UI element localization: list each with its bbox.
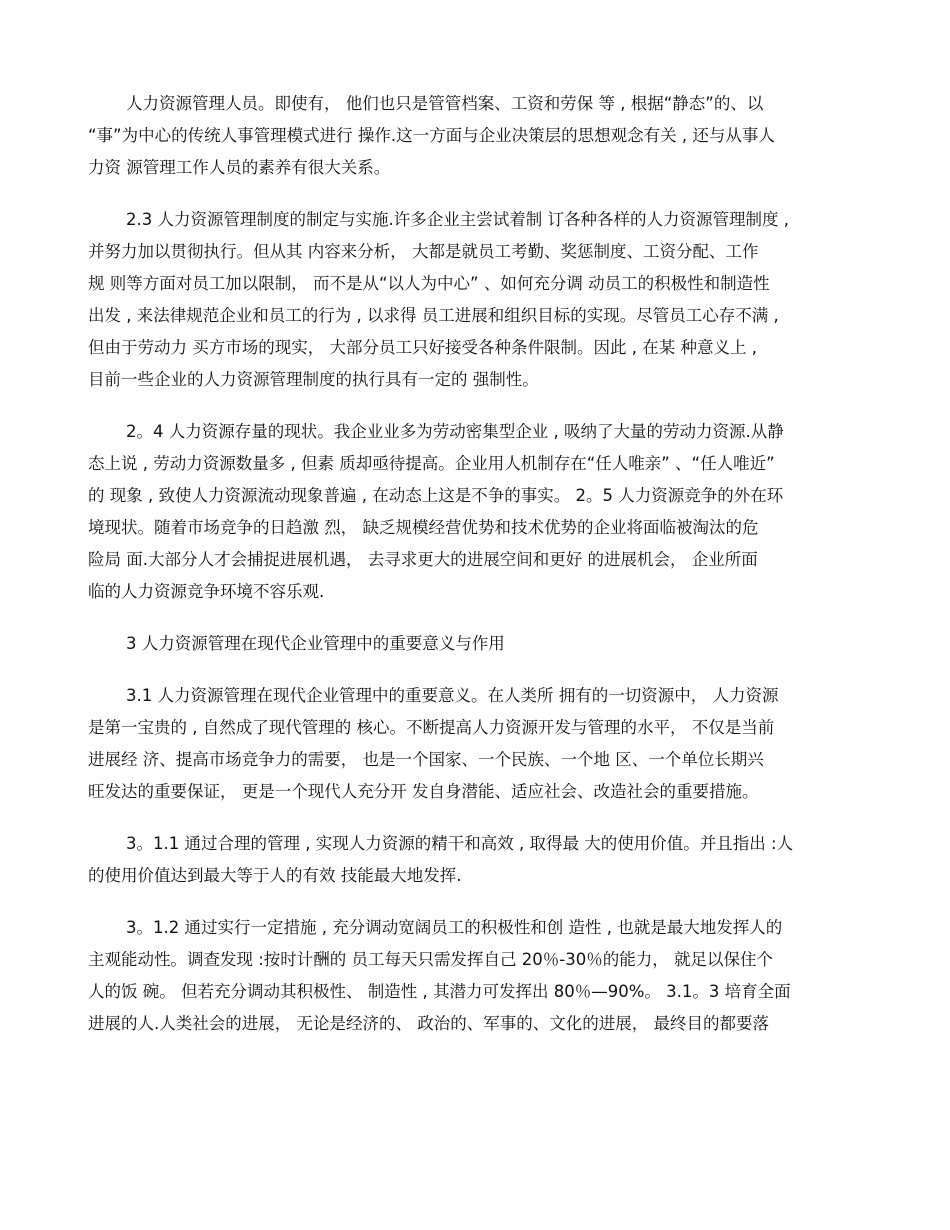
- text-line: 临的人力资源竞争环境不容乐观.: [88, 582, 325, 601]
- text-line: 2。4 人力资源存量的现状。我企业业多为劳动密集型企业 , 吸纳了大量的劳动力资源.从静: [126, 422, 784, 441]
- text-line: 进展经 济、提高市场竞争力的需要， 也是一个国家、一个民族、一个地 区、一个单位长期兴: [88, 750, 764, 769]
- text-line: 2.3 人力资源管理制度的制定与实施.许多企业主尝试着制 订各种各样的人力资源管理制度 ,: [126, 210, 789, 229]
- text-line: 3。1.2 通过实行一定措施 , 充分调动宽阔员工的积极性和创 造性 , 也就是最大地发挥人的: [126, 918, 783, 937]
- text-line: 3。1.1 通过合理的管理 , 实现人力资源的精干和高效 , 取得最 大的使用价值。并且指出 :人: [126, 834, 794, 853]
- text-line: 的使用价值达到最大等于人的有效 技能最大地发挥.: [88, 866, 462, 885]
- text-line: 规 则等方面对员工加以限制， 而不是从“以人为中心” 、如何充分调 动员工的积极性和制造性: [88, 274, 770, 293]
- text-line: 旺发达的重要保证， 更是一个现代人充分开 发自身潜能、适应社会、改造社会的重要措施。: [88, 782, 759, 801]
- text-line: 态上说 , 劳动力资源数量多 , 但素 质却亟待提高。企业用人机制存在“任人唯亲” 、“任人唯近”: [88, 454, 775, 473]
- paragraph: [88, 912, 863, 1040]
- text-line: “事”为中心的传统人事管理模式进行 操作.这一方面与企业决策层的思想观念有关 , 还与从事人: [88, 126, 775, 145]
- paragraph: [88, 680, 863, 808]
- text-line: 力资 源管理工作人员的素养有很大关系。: [88, 158, 391, 177]
- text-line: 进展的人.人类社会的进展， 无论是经济的、 政治的、军事的、文化的进展， 最终目的都要落: [88, 1014, 769, 1033]
- text-line: 境现状。随着市场竞争的日趋激 烈， 缺乏规模经营优势和技术优势的企业将面临被淘汰的危: [88, 518, 759, 537]
- text-line: 的 现象 , 致使人力资源流动现象普遍 , 在动态上这是不争的事实。 2。5 人力资源竞争的外在环: [88, 486, 784, 505]
- text-line: 并努力加以贯彻执行。但从其 内容来分析， 大都是就员工考勤、奖惩制度、工资分配、工作: [88, 242, 759, 261]
- section-heading: [88, 628, 863, 660]
- paragraph: [88, 88, 863, 184]
- text-line: 主观能动性。调查发现 :按时计酬的 员工每天只需发挥自己 20％-30％的能力， 就足以保住个: [88, 950, 773, 969]
- text-line: 人的饭 碗。 但若充分调动其积极性、 制造性 , 其潜力可发挥出 80％—90%。 3.1。3 培育全面: [88, 982, 791, 1001]
- text-line: 险局 面.大部分人才会捕捉进展机遇， 去寻求更大的进展空间和更好 的进展机会， 企业所面: [88, 550, 758, 569]
- text-line: 是第一宝贵的 , 自然成了现代管理的 核心。不断提高人力资源开发与管理的水平， 不仅是当前: [88, 718, 775, 737]
- text-line: 3 人力资源管理在现代企业管理中的重要意义与作用: [126, 634, 505, 653]
- text-line: 人力资源管理人员。即使有， 他们也只是管管档案、工资和劳保 等 , 根据“静态”的、以: [126, 94, 764, 113]
- document-page: [88, 88, 863, 1060]
- paragraph: [88, 416, 863, 608]
- text-line: 出发 , 来法律规范企业和员工的行为 , 以求得 员工进展和组织目标的实现。尽管员工心存不满 ,: [88, 306, 779, 325]
- text-line: 3.1 人力资源管理在现代企业管理中的重要意义。在人类所 拥有的一切资源中， 人力资源: [126, 686, 779, 705]
- text-line: 目前一些企业的人力资源管理制度的执行具有一定的 强制性。: [88, 370, 539, 389]
- text-line: 但由于劳动力 买方市场的现实， 大部分员工只好接受各种条件限制。因此 , 在某 种意义上 ,: [88, 338, 757, 357]
- paragraph: [88, 828, 863, 892]
- paragraph: [88, 204, 863, 396]
